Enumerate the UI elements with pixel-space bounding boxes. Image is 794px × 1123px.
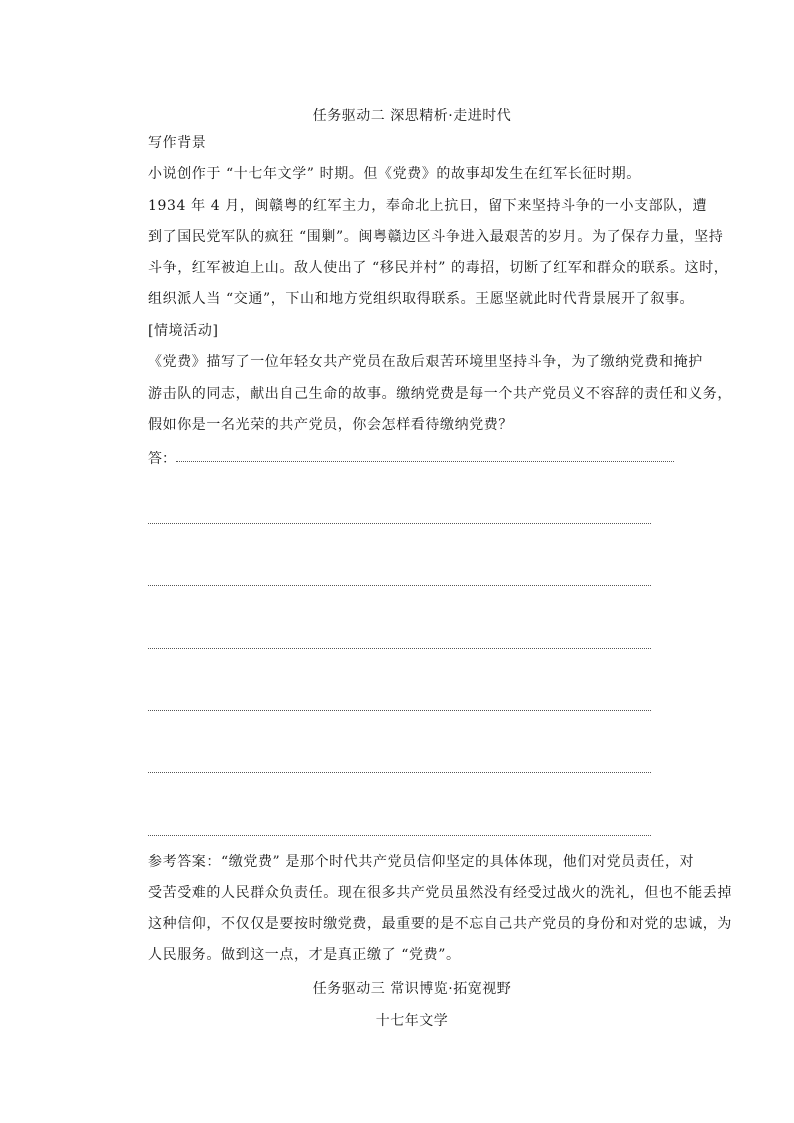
- activity-line-1: 《党费》描写了一位年轻女共产党员在敌后艰苦环境里坚持斗争，为了缴纳党费和掩护: [148, 354, 703, 370]
- background-paragraph-1: 小说创作于 “十七年文学” 时期。但《党费》的故事却发生在红军长征时期。: [148, 166, 641, 182]
- background-paragraph-2-line-4: 组织派人当 “交通”，下山和地方党组织取得联系。王愿坚就此时代背景展开了叙事。: [148, 291, 695, 307]
- answer-line-5[interactable]: [148, 710, 651, 711]
- answer-line-3[interactable]: [148, 585, 651, 586]
- answer-line-4[interactable]: [148, 648, 651, 649]
- answer-line-1[interactable]: [176, 461, 674, 462]
- background-paragraph-2-line-1: 1934 年 4 月，闽赣粤的红军主力，奉命北上抗日，留下来坚持斗争的一小支部队，遭: [148, 198, 708, 214]
- answer-line-6[interactable]: [148, 772, 651, 773]
- background-heading: 写作背景: [148, 135, 207, 151]
- reference-answer-line-4: 人民服务。做到这一点，才是真正缴了 “党费”。: [148, 947, 461, 963]
- activity-line-3: 假如你是一名光荣的共产党员，你会怎样看待缴纳党费？: [148, 417, 513, 433]
- reference-answer-line-1: 参考答案：“缴党费” 是那个时代共产党员信仰坚定的具体体现，他们对党员责任，对: [148, 854, 695, 870]
- answer-line-7[interactable]: [148, 835, 651, 836]
- activity-heading: [情境活动]: [148, 323, 219, 339]
- section-title-3: 任务驱动三 常识博览·拓宽视野: [312, 981, 512, 997]
- reference-answer-line-2: 受苦受难的人民群众负责任。现在很多共产党员虽然没有经受过战火的洗礼，但也不能丢掉: [148, 885, 732, 901]
- answer-label: 答：: [148, 451, 176, 467]
- answer-line-2[interactable]: [148, 523, 651, 524]
- section-subtitle: 十七年文学: [375, 1013, 449, 1029]
- background-paragraph-2-line-3: 斗争，红军被迫上山。敌人使出了 “移民并村” 的毒招，切断了红军和群众的联系。这时，: [148, 260, 729, 276]
- activity-line-2: 游击队的同志，献出自己生命的故事。缴纳党费是每一个共产党员义不容辞的责任和义务，: [148, 386, 732, 402]
- reference-answer-line-3: 这种信仰，不仅仅是要按时缴党费，最重要的是不忘自己共产党员的身份和对党的忠诚，为: [148, 916, 732, 932]
- section-title-2: 任务驱动二 深思精析·走进时代: [312, 108, 512, 124]
- background-paragraph-2-line-2: 到了国民党军队的疯狂 “围剿”。闽粤赣边区斗争进入最艰苦的岁月。为了保存力量，坚持: [148, 229, 724, 245]
